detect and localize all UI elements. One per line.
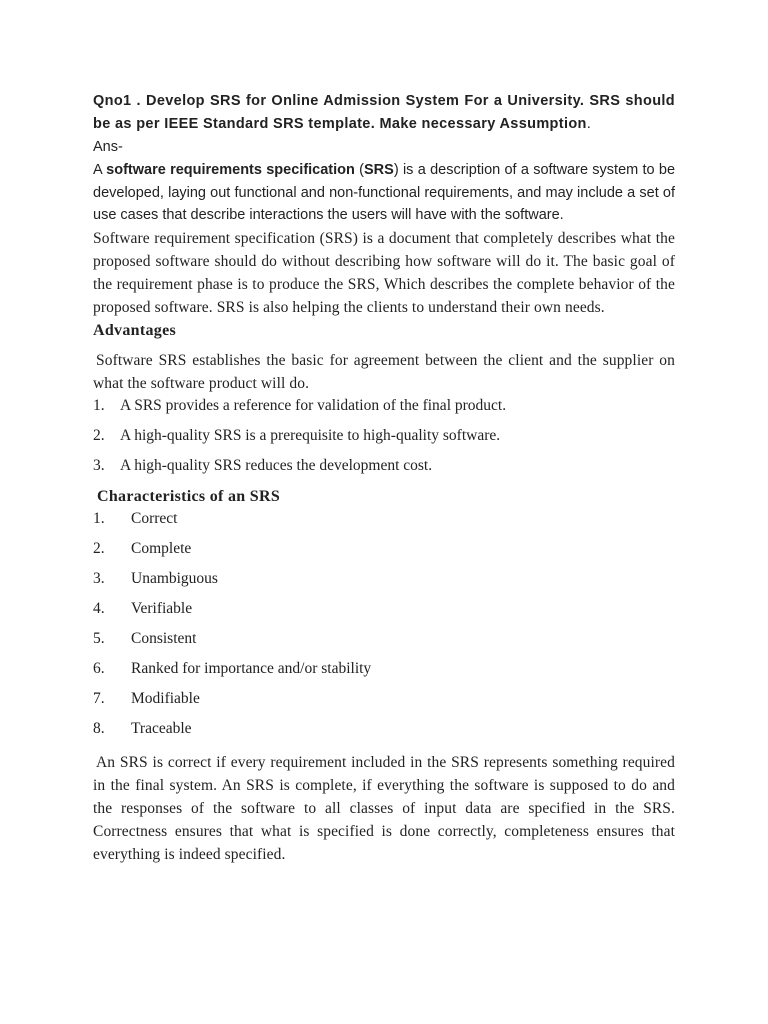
definition-paragraph: Software requirement specification (SRS) is a document that completely describes what the proposed software should do without describing how software will do it. The basic goal of the requirement phase is to produce the SRS, Which describes the complete behavior of the proposed software. SRS is also helping the clients to understand their own needs. xyxy=(93,229,675,316)
document-page xyxy=(93,90,675,866)
list-item xyxy=(93,718,675,748)
question-text: Qno1 . Develop SRS for Online Admission System For a University. SRS should be as per IEEE Standard SRS template. Make necessary Assumption xyxy=(93,93,675,132)
intro-acronym: SRS xyxy=(364,162,394,178)
list-item-number: 8. xyxy=(93,719,105,737)
characteristics-list xyxy=(93,508,675,748)
list-item-text: Unambiguous xyxy=(131,569,218,587)
list-item-number: 3. xyxy=(93,456,105,474)
list-item-text: A SRS provides a reference for validation of the final product. xyxy=(120,396,507,414)
list-item xyxy=(93,628,675,658)
question-heading xyxy=(93,90,675,136)
advantages-list xyxy=(93,395,675,485)
list-item-number: 1. xyxy=(93,509,105,527)
list-item xyxy=(93,688,675,718)
closing-paragraph: An SRS is correct if every requirement included in the SRS represents something required in the final system. An SRS is complete, if everything the software is supposed to do and the responses of the software to all classes of input data are specified in the SRS. Correctness ensures that what is specified is done correctly, completeness ensures that everything is indeed specified. xyxy=(93,753,675,863)
list-item-number: 4. xyxy=(93,599,105,617)
list-item-text: Modifiable xyxy=(131,689,200,707)
advantages-heading: Advantages xyxy=(93,321,177,339)
list-item-number: 7. xyxy=(93,689,105,707)
list-item-text: Traceable xyxy=(131,719,192,737)
intro-prefix: A xyxy=(93,162,107,178)
advantages-intro: Software SRS establishes the basic for agreement between the client and the supplier on what the software product will do. xyxy=(93,351,675,392)
list-item xyxy=(93,658,675,688)
list-item xyxy=(93,598,675,628)
list-item-number: 2. xyxy=(93,539,105,557)
answer-label: Ans- xyxy=(93,139,123,155)
list-item-text: Ranked for importance and/or stability xyxy=(131,659,372,677)
question-suffix: . xyxy=(586,116,592,132)
list-item xyxy=(93,455,675,485)
intro-mid: ( xyxy=(354,162,365,178)
list-item-text: Consistent xyxy=(131,629,197,647)
list-item-text: Verifiable xyxy=(131,599,193,617)
list-item-number: 6. xyxy=(93,659,105,677)
list-item xyxy=(93,425,675,455)
list-item-text: Correct xyxy=(131,509,178,527)
list-item-text: A high-quality SRS is a prerequisite to high-quality software. xyxy=(120,426,501,444)
list-item-number: 3. xyxy=(93,569,105,587)
list-item-number: 1. xyxy=(93,396,105,414)
list-item-text: A high-quality SRS reduces the development cost. xyxy=(120,456,433,474)
intro-rest: ) is a description of a software system to be developed, laying out functional and non-functional requirements, and may include a set of use cases that describe interactions the users will have with the software. xyxy=(93,162,676,223)
list-item-text: Complete xyxy=(131,539,192,557)
intro-term: software requirements specification xyxy=(106,162,355,178)
list-item xyxy=(93,538,675,568)
list-item xyxy=(93,395,675,425)
intro-paragraph xyxy=(93,159,675,227)
list-item-number: 2. xyxy=(93,426,105,444)
characteristics-heading: Characteristics of an SRS xyxy=(97,487,281,505)
list-item-number: 5. xyxy=(93,629,105,647)
list-item xyxy=(93,508,675,538)
list-item xyxy=(93,568,675,598)
